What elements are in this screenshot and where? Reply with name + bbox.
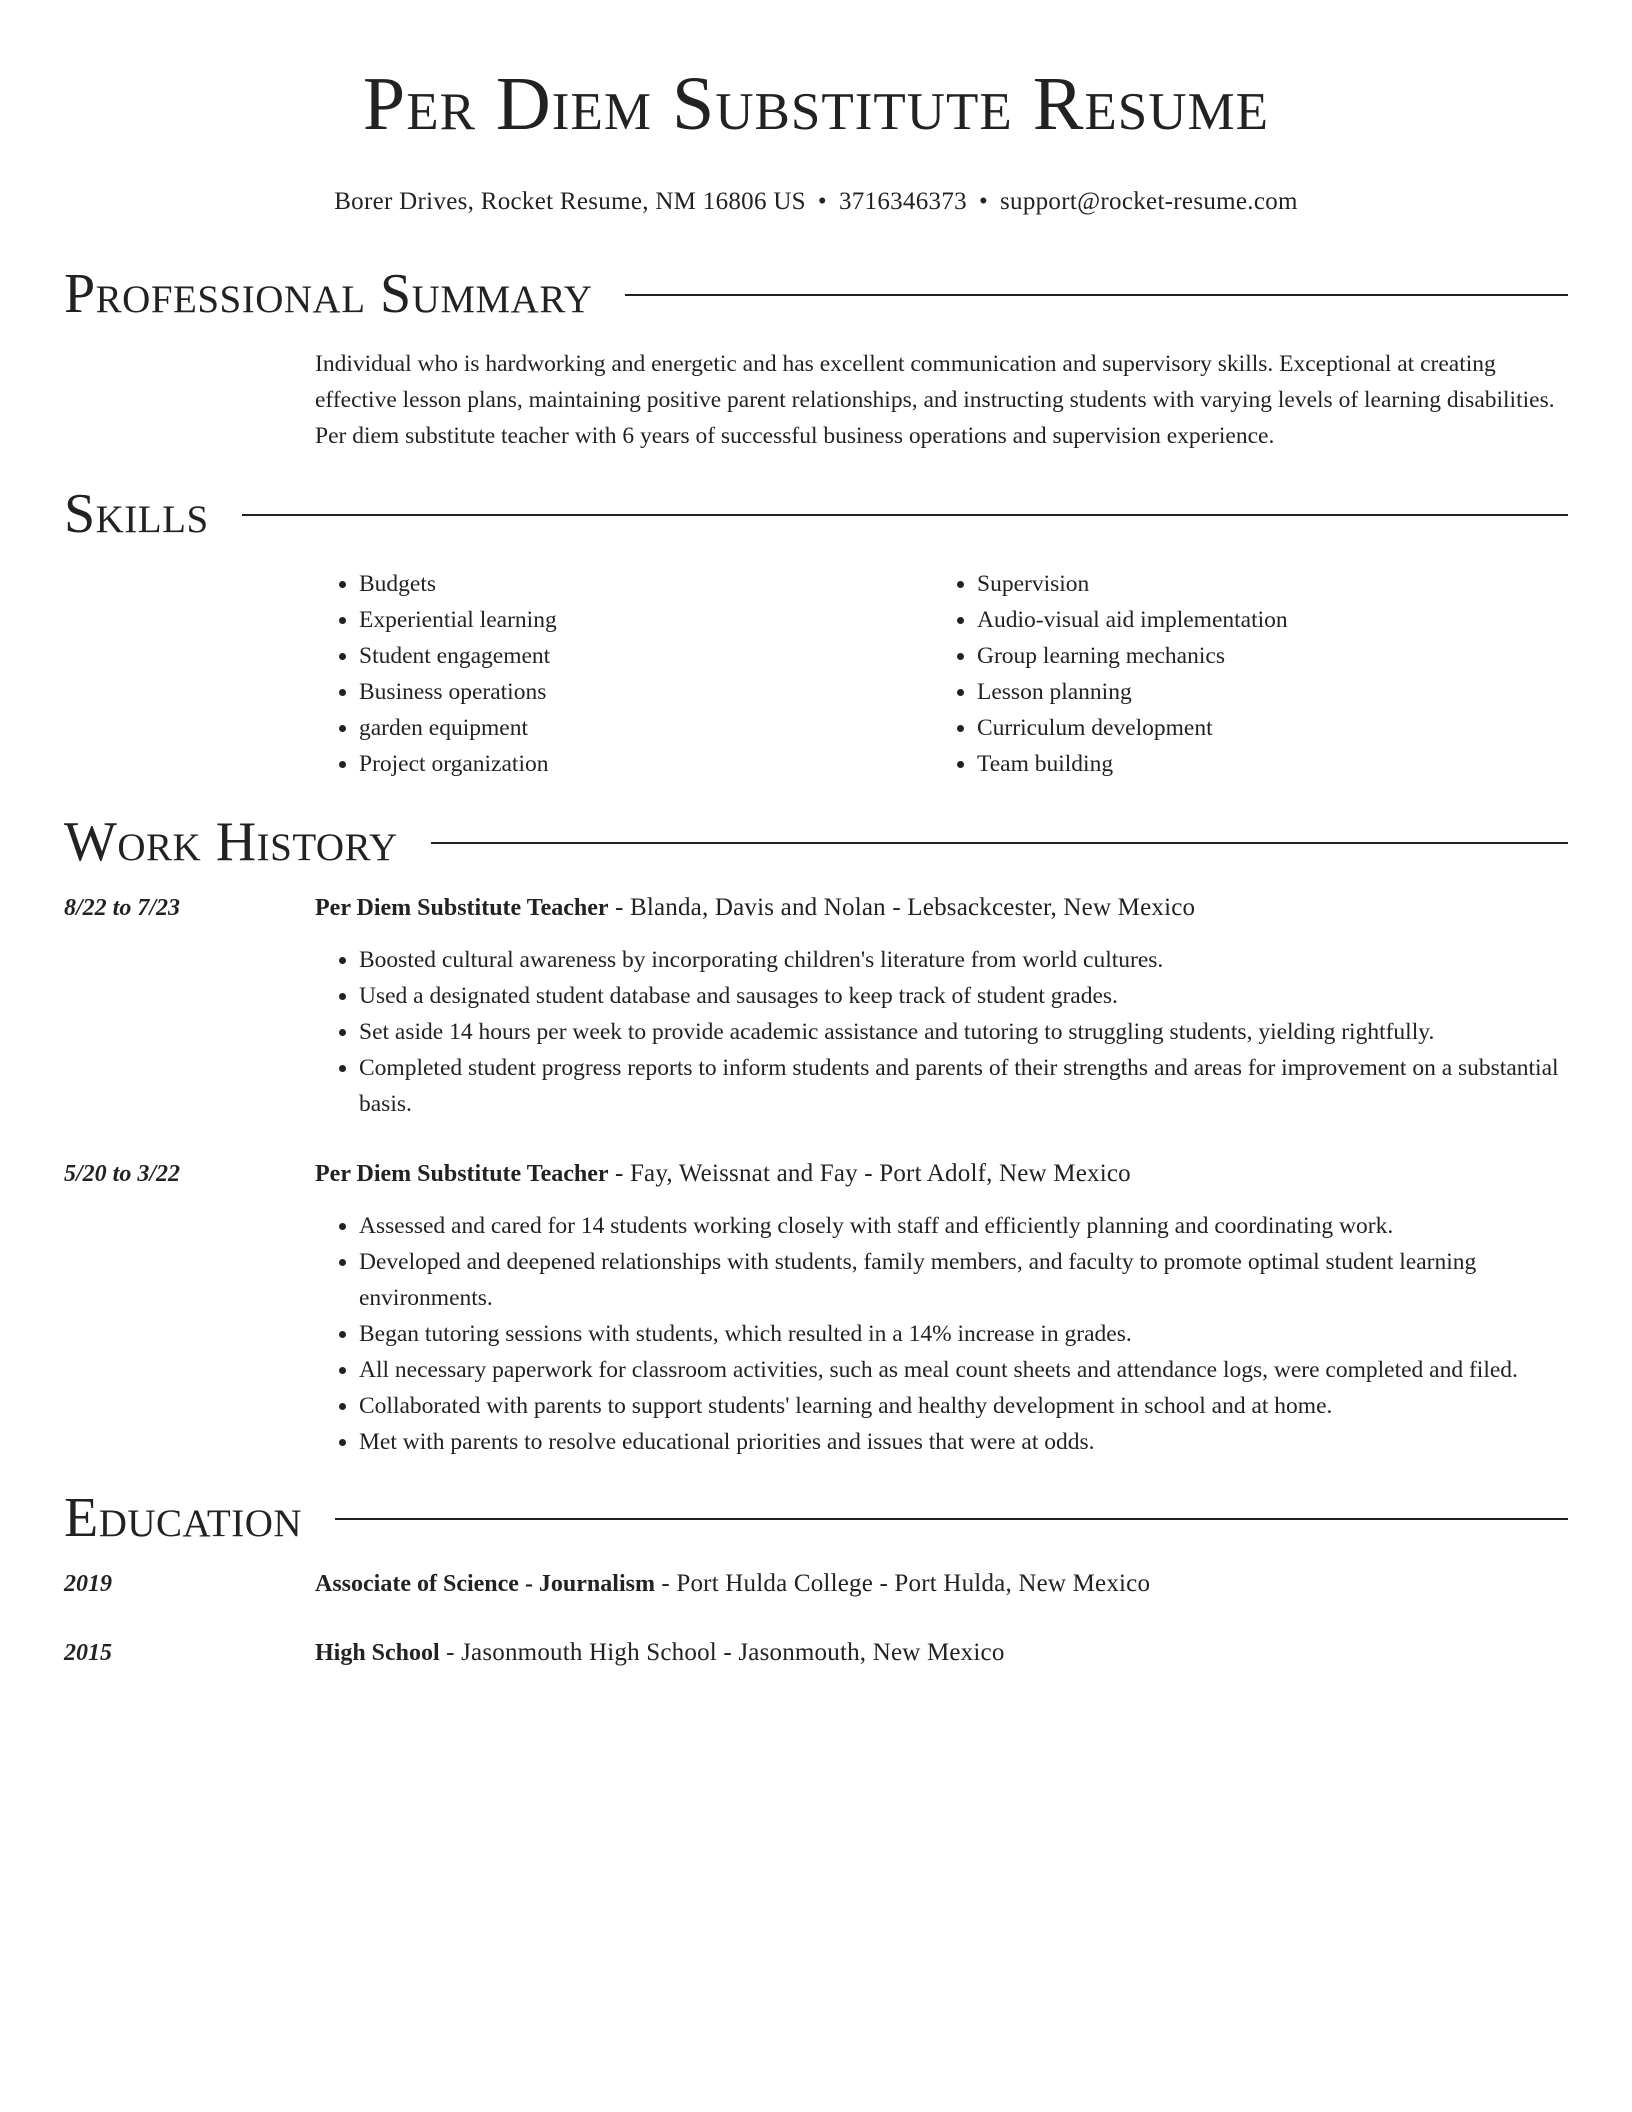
resume-title: Per Diem Substitute Resume: [362, 62, 1270, 146]
job-bullets: [315, 1208, 1568, 1460]
contact-email[interactable]: support@rocket-resume.com: [1000, 188, 1298, 215]
skill-item: • Student engagement: [359, 638, 933, 674]
job-entry: [64, 890, 1568, 926]
education-year: 2019: [64, 1571, 112, 1597]
work-heading: Work History: [64, 811, 398, 873]
education-year: 2015: [64, 1640, 112, 1666]
contact-separator: •: [817, 188, 827, 215]
job-bullet: • Met with parents to resolve educational priorities and issues that were at odds.: [359, 1424, 1568, 1460]
skills-heading: Skills: [64, 483, 209, 545]
section-divider: [242, 514, 1568, 516]
job-bullets: [315, 942, 1568, 1122]
skills-list: [315, 566, 1568, 782]
contact-address: Borer Drives, Rocket Resume, NM 16806 US: [334, 188, 806, 215]
skill-item: • Audio-visual aid implementation: [977, 602, 1551, 638]
job-title: Per Diem Substitute Teacher: [315, 895, 609, 921]
education-degree: Associate of Science - Journalism: [315, 1571, 655, 1597]
skills-column-right: [933, 566, 1551, 782]
education-heading-line: [315, 1566, 1150, 1602]
job-bullet: • Began tutoring sessions with students, which resulted in a 14% increase in grades.: [359, 1316, 1568, 1352]
work-section-header: [64, 810, 1568, 874]
skill-item: • Business operations: [359, 674, 933, 710]
job-bullet: • Completed student progress reports to inform students and parents of their strengths and areas for improvement on a substantial basis.: [359, 1050, 1568, 1122]
skill-item: • Experiential learning: [359, 602, 933, 638]
contact-phone: 3716346373: [838, 188, 967, 215]
contact-separator: •: [978, 188, 988, 215]
section-divider: [431, 842, 1568, 844]
job-bullet: • Assessed and cared for 14 students working closely with staff and efficiently planning and coordinating work.: [359, 1208, 1568, 1244]
job-details: - Blanda, Davis and Nolan - Lebsackcester, New Mexico: [608, 894, 1196, 921]
education-degree: High School: [315, 1640, 440, 1666]
summary-heading: Professional Summary: [64, 263, 593, 325]
job-heading: [315, 890, 1195, 926]
education-heading-line: [315, 1635, 1005, 1671]
skill-item: • Lesson planning: [977, 674, 1551, 710]
summary-text: Individual who is hardworking and energetic and has excellent communication and supervisory skills. Exceptional at creating effective lesson plans, maintaining positive parent relationships, and instructing students with varying levels of learning disabilities. Per diem substitute teacher with 6 years of successful business operations and supervision experience.: [315, 351, 1555, 449]
job-entry: [64, 1156, 1568, 1192]
education-section-header: [64, 1486, 1568, 1550]
skill-item: • Team building: [977, 746, 1551, 782]
education-details: - Port Hulda College - Port Hulda, New Mexico: [654, 1570, 1151, 1597]
skill-item: • Supervision: [977, 566, 1551, 602]
skill-item: • Budgets: [359, 566, 933, 602]
section-divider: [335, 1518, 1568, 1520]
job-title: Per Diem Substitute Teacher: [315, 1161, 609, 1187]
skills-section-header: [64, 482, 1568, 546]
job-bullet: • Set aside 14 hours per week to provide academic assistance and tutoring to struggling students, yielding rightfully.: [359, 1014, 1568, 1050]
skill-item: • garden equipment: [359, 710, 933, 746]
education-entry: [64, 1566, 1568, 1602]
skill-item: • Curriculum development: [977, 710, 1551, 746]
contact-line: [64, 186, 1568, 218]
job-bullet: • Boosted cultural awareness by incorporating children's literature from world cultures.: [359, 942, 1568, 978]
skill-item: • Group learning mechanics: [977, 638, 1551, 674]
education-details: - Jasonmouth High School - Jasonmouth, New Mexico: [439, 1639, 1005, 1666]
job-dates: 8/22 to 7/23: [64, 895, 181, 921]
job-bullet: • Collaborated with parents to support students' learning and healthy development in school and at home.: [359, 1388, 1568, 1424]
section-divider: [625, 294, 1568, 296]
skill-item: • Project organization: [359, 746, 933, 782]
education-entry: [64, 1635, 1568, 1671]
job-bullet: • All necessary paperwork for classroom activities, such as meal count sheets and attendance logs, were completed and filed.: [359, 1352, 1568, 1388]
job-bullet: • Developed and deepened relationships with students, family members, and faculty to promote optimal student learning environments.: [359, 1244, 1568, 1316]
job-dates: 5/20 to 3/22: [64, 1161, 181, 1187]
education-heading: Education: [64, 1487, 303, 1549]
job-details: - Fay, Weissnat and Fay - Port Adolf, New Mexico: [608, 1160, 1131, 1187]
job-heading: [315, 1156, 1131, 1192]
summary-section-header: [64, 262, 1568, 326]
skills-column-left: [315, 566, 933, 782]
job-bullet: • Used a designated student database and sausages to keep track of student grades.: [359, 978, 1568, 1014]
